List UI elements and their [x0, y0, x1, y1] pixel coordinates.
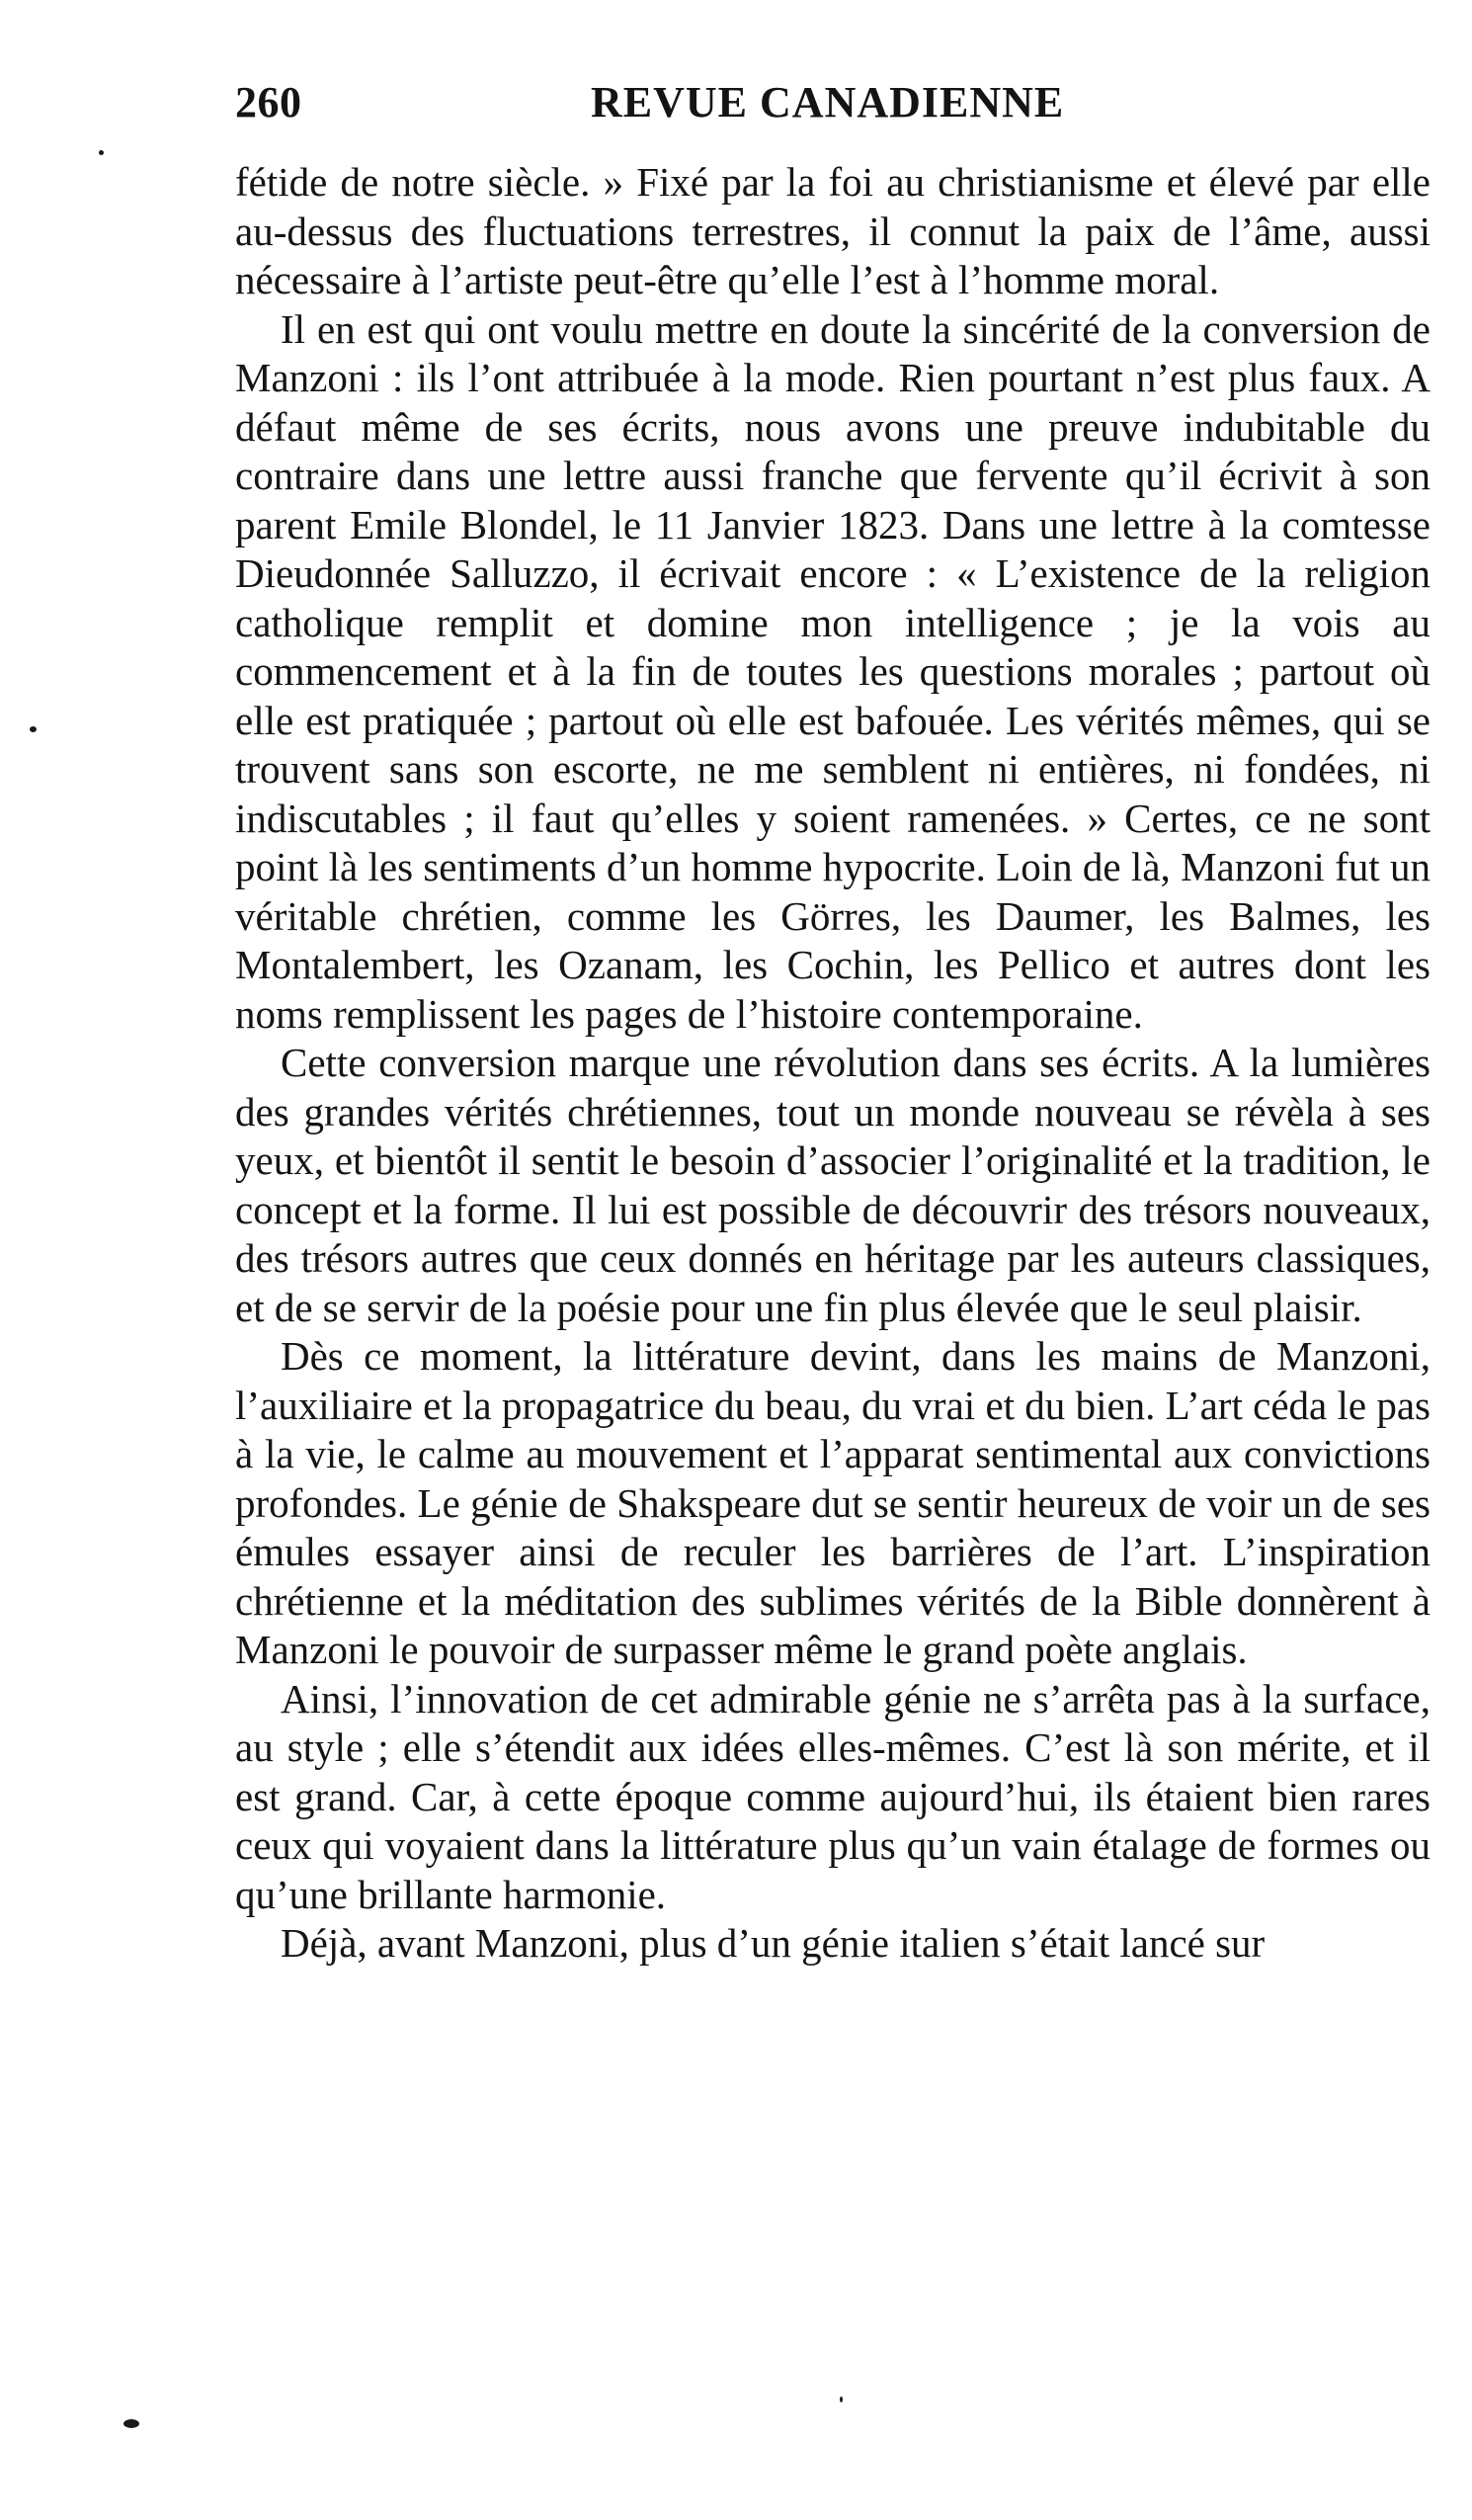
paragraph-5: Ainsi, l’innovation de cet admirable génie ne s’arrêta pas à la surface, au style ; elle s’étendit aux idées elles-mêmes. C’est là son mérite, et il est grand. Car, à cette époque comme aujourd’hui, ils étaient bien rares ceux qui voyaient dans la littérature plus qu’un vain étalage de formes ou qu’une brillante harmonie. — [235, 1675, 1431, 1917]
paragraph-3: Cette conversion marque une révolution dans ses écrits. A la lumières des grandes vérités chrétiennes, tout un monde nouveau se révèla à ses yeux, et bientôt il sentit le besoin d’associer l’originalité et la tradition, le concept et la forme. Il lui est possible de découvrir des trésors nouveaux, des trésors autres que ceux donnés en héritage par les auteurs classiques, et de se servir de la poésie pour une fin plus élevée que le seul plaisir. — [235, 1040, 1431, 1330]
page-number: 260 — [235, 78, 302, 126]
article-body — [235, 158, 1431, 1969]
scan-speck — [840, 2396, 843, 2402]
paragraph-4: Dès ce moment, la littérature devint, dans les mains de Manzoni, l’auxiliaire et la propagatrice du beau, du vrai et du bien. L’art céda le pas à la vie, le calme au mouvement et l’apparat sentimental aux convictions profondes. Le génie de Shakspeare dut se sentir heureux de voir un de ses émules essayer ainsi de reculer les barrières de l’art. L’inspiration chrétienne et la méditation des sublimes vérités de la Bible donnèrent à Manzoni le pouvoir de surpasser même le grand poète anglais. — [235, 1333, 1431, 1672]
running-head — [235, 77, 1431, 146]
paragraph-2: Il en est qui ont voulu mettre en doute la sincérité de la conversion de Manzoni : ils l’ont attribuée à la mode. Rien pourtant n’est plus faux. A défaut même de ses écrits, nous avons une preuve indubitable du contraire dans une lettre aussi franche que fervente qu’il écrivit à son parent Emile Blondel, le 11 Janvier 1823. Dans une lettre à la comtesse Dieudonnée Salluzzo, il écrivait encore : « L’existence de la religion catholique remplit et domine mon intelligence ; je la vois au commencement et à la fin de toutes les questions morales ; partout où elle est pratiquée ; partout où elle est bafouée. Les vérités mêmes, qui se trouvent sans son escorte, ne me semblent ni entières, ni fondées, ni indiscutables ; il faut qu’elles y soient ramenées. » Certes, ce ne sont point là les sentiments d’un homme hypocrite. Loin de là, Manzoni fut un véritable chrétien, comme les Görres, les Daumer, les Balmes, les Montalembert, les Ozanam, les Cochin, les Pellico et autres dont les noms remplissent les pages de l’histoire contemporaine. — [235, 305, 1431, 1037]
scan-speck — [30, 726, 37, 732]
paragraph-6: Déjà, avant Manzoni, plus d’un génie italien s’était lancé sur — [281, 1920, 1266, 1966]
scan-speck — [99, 150, 104, 155]
paragraph-1: fétide de notre siècle. » Fixé par la foi au christianisme et élevé par elle au-dessus des fluctuations terrestres, il connut la paix de l’âme, aussi nécessaire à l’artiste peut-être qu’elle l’est à l’homme moral. — [235, 159, 1431, 302]
scan-speck — [123, 2419, 139, 2428]
journal-title: REVUE CANADIENNE — [591, 78, 1065, 126]
